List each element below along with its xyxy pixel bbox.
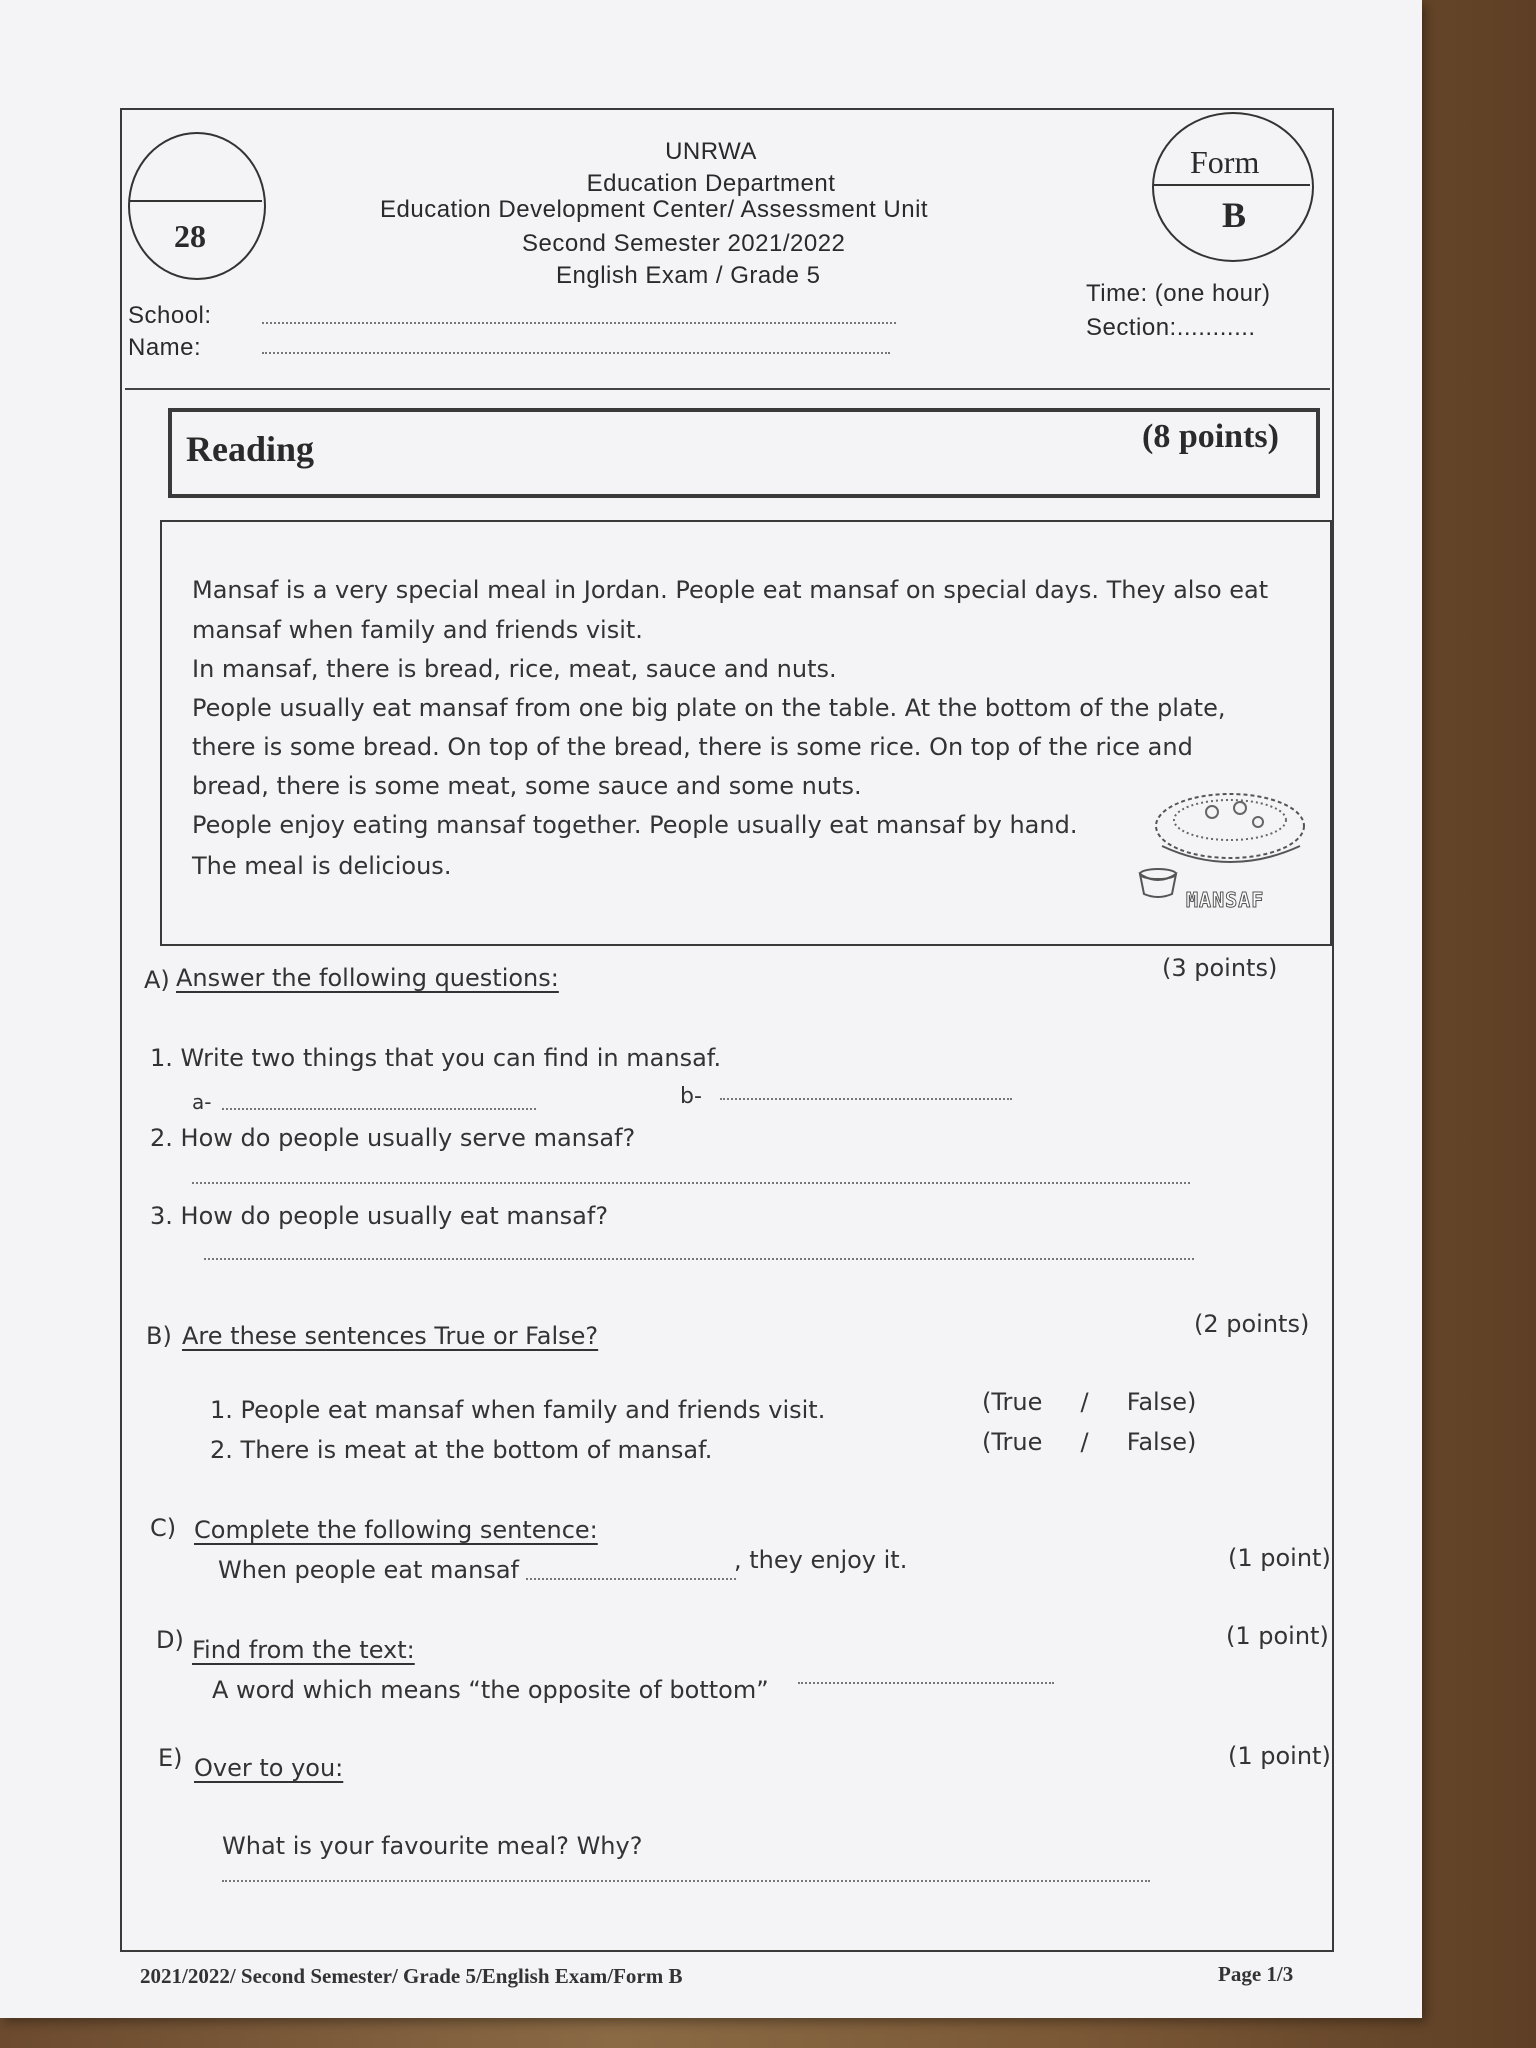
reading-title: Reading [186, 429, 315, 469]
section-e-prompt: What is your favourite meal? Why? [222, 1832, 643, 1860]
answer-1a-field[interactable] [222, 1108, 536, 1110]
header-divider [125, 388, 1330, 390]
section-d-points: (1 point) [1226, 1622, 1329, 1650]
footer-text: 2021/2022/ Second Semester/ Grade 5/English Exam/Form B [140, 1964, 683, 1988]
statement-2: 2. There is meat at the bottom of mansaf. [210, 1436, 713, 1464]
section-a-letter: A) [144, 966, 170, 994]
question-1b-label: b- [680, 1084, 702, 1109]
section-label: Section:........... [1086, 314, 1256, 341]
time-label: Time: (one hour) [1086, 280, 1271, 307]
statement-1-choice[interactable]: (True / False) [982, 1388, 1197, 1416]
statement-1: 1. People eat mansaf when family and friends visit. [210, 1396, 826, 1424]
passage-line-2: mansaf when family and friends visit. [192, 616, 643, 644]
section-c-points: (1 point) [1228, 1544, 1331, 1572]
score-value: 28 [174, 218, 206, 254]
statement-2-choice[interactable]: (True / False) [982, 1428, 1197, 1456]
section-a-title: Answer the following questions: [176, 964, 559, 992]
section-d-prompt: A word which means “the opposite of bottom” [212, 1676, 769, 1704]
answer-2-field[interactable] [192, 1182, 1190, 1184]
section-e-title: Over to you: [194, 1754, 344, 1782]
form-label: Form [1190, 144, 1260, 180]
passage-line-8: The meal is delicious. [192, 852, 452, 880]
name-field[interactable] [262, 352, 890, 354]
answer-3-field[interactable] [204, 1258, 1194, 1260]
question-1: 1. Write two things that you can find in mansaf. [150, 1044, 722, 1072]
sentence-start: When people eat mansaf [218, 1556, 519, 1584]
section-a-points: (3 points) [1162, 954, 1278, 982]
question-2: 2. How do people usually serve mansaf? [150, 1124, 636, 1152]
form-value: B [1222, 195, 1247, 235]
answer-1b-field[interactable] [720, 1098, 1012, 1100]
passage-line-7: People enjoy eating mansaf together. People usually eat mansaf by hand. [192, 811, 1078, 839]
sentence-blank-field[interactable] [526, 1578, 736, 1580]
section-d-letter: D) [156, 1626, 184, 1654]
department: Education Department [586, 170, 836, 197]
org-name: UNRWA [665, 138, 757, 165]
passage-line-1: Mansaf is a very special meal in Jordan. People eat mansaf on special days. They also eat [192, 576, 1269, 604]
name-label: Name: [128, 334, 202, 361]
passage-line-5: there is some bread. On top of the bread, there is some rice. On top of the rice and [192, 733, 1193, 761]
question-1a-label: a- [192, 1090, 212, 1114]
section-b-letter: B) [146, 1322, 172, 1350]
question-3: 3. How do people usually eat mansaf? [150, 1202, 609, 1230]
reading-points: (8 points) [1142, 418, 1279, 455]
school-label: School: [128, 302, 212, 329]
mansaf-caption: MANSAF [1186, 888, 1265, 912]
page-number: Page 1/3 [1218, 1962, 1294, 1986]
section-b-points: (2 points) [1194, 1310, 1310, 1338]
section-e-letter: E) [158, 1744, 183, 1772]
exam-title: English Exam / Grade 5 [556, 262, 821, 289]
section-d-title: Find from the text: [192, 1636, 415, 1664]
semester: Second Semester 2021/2022 [522, 230, 846, 257]
score-circle-divider [130, 200, 262, 202]
answer-e-field[interactable] [222, 1880, 1150, 1882]
school-field[interactable] [262, 322, 896, 324]
section-e-points: (1 point) [1228, 1742, 1331, 1770]
passage-line-4: People usually eat mansaf from one big plate on the table. At the bottom of the plate, [192, 694, 1226, 722]
answer-d-field[interactable] [798, 1682, 1054, 1684]
section-c-title: Complete the following sentence: [194, 1516, 598, 1544]
center-unit: Education Development Center/ Assessment Unit [380, 196, 929, 223]
section-b-title: Are these sentences True or False? [182, 1322, 599, 1350]
passage-line-3: In mansaf, there is bread, rice, meat, sauce and nuts. [192, 655, 837, 683]
section-c-letter: C) [150, 1514, 177, 1542]
passage-line-6: bread, there is some meat, some sauce and some nuts. [192, 772, 862, 800]
sentence-end: , they enjoy it. [734, 1546, 908, 1574]
